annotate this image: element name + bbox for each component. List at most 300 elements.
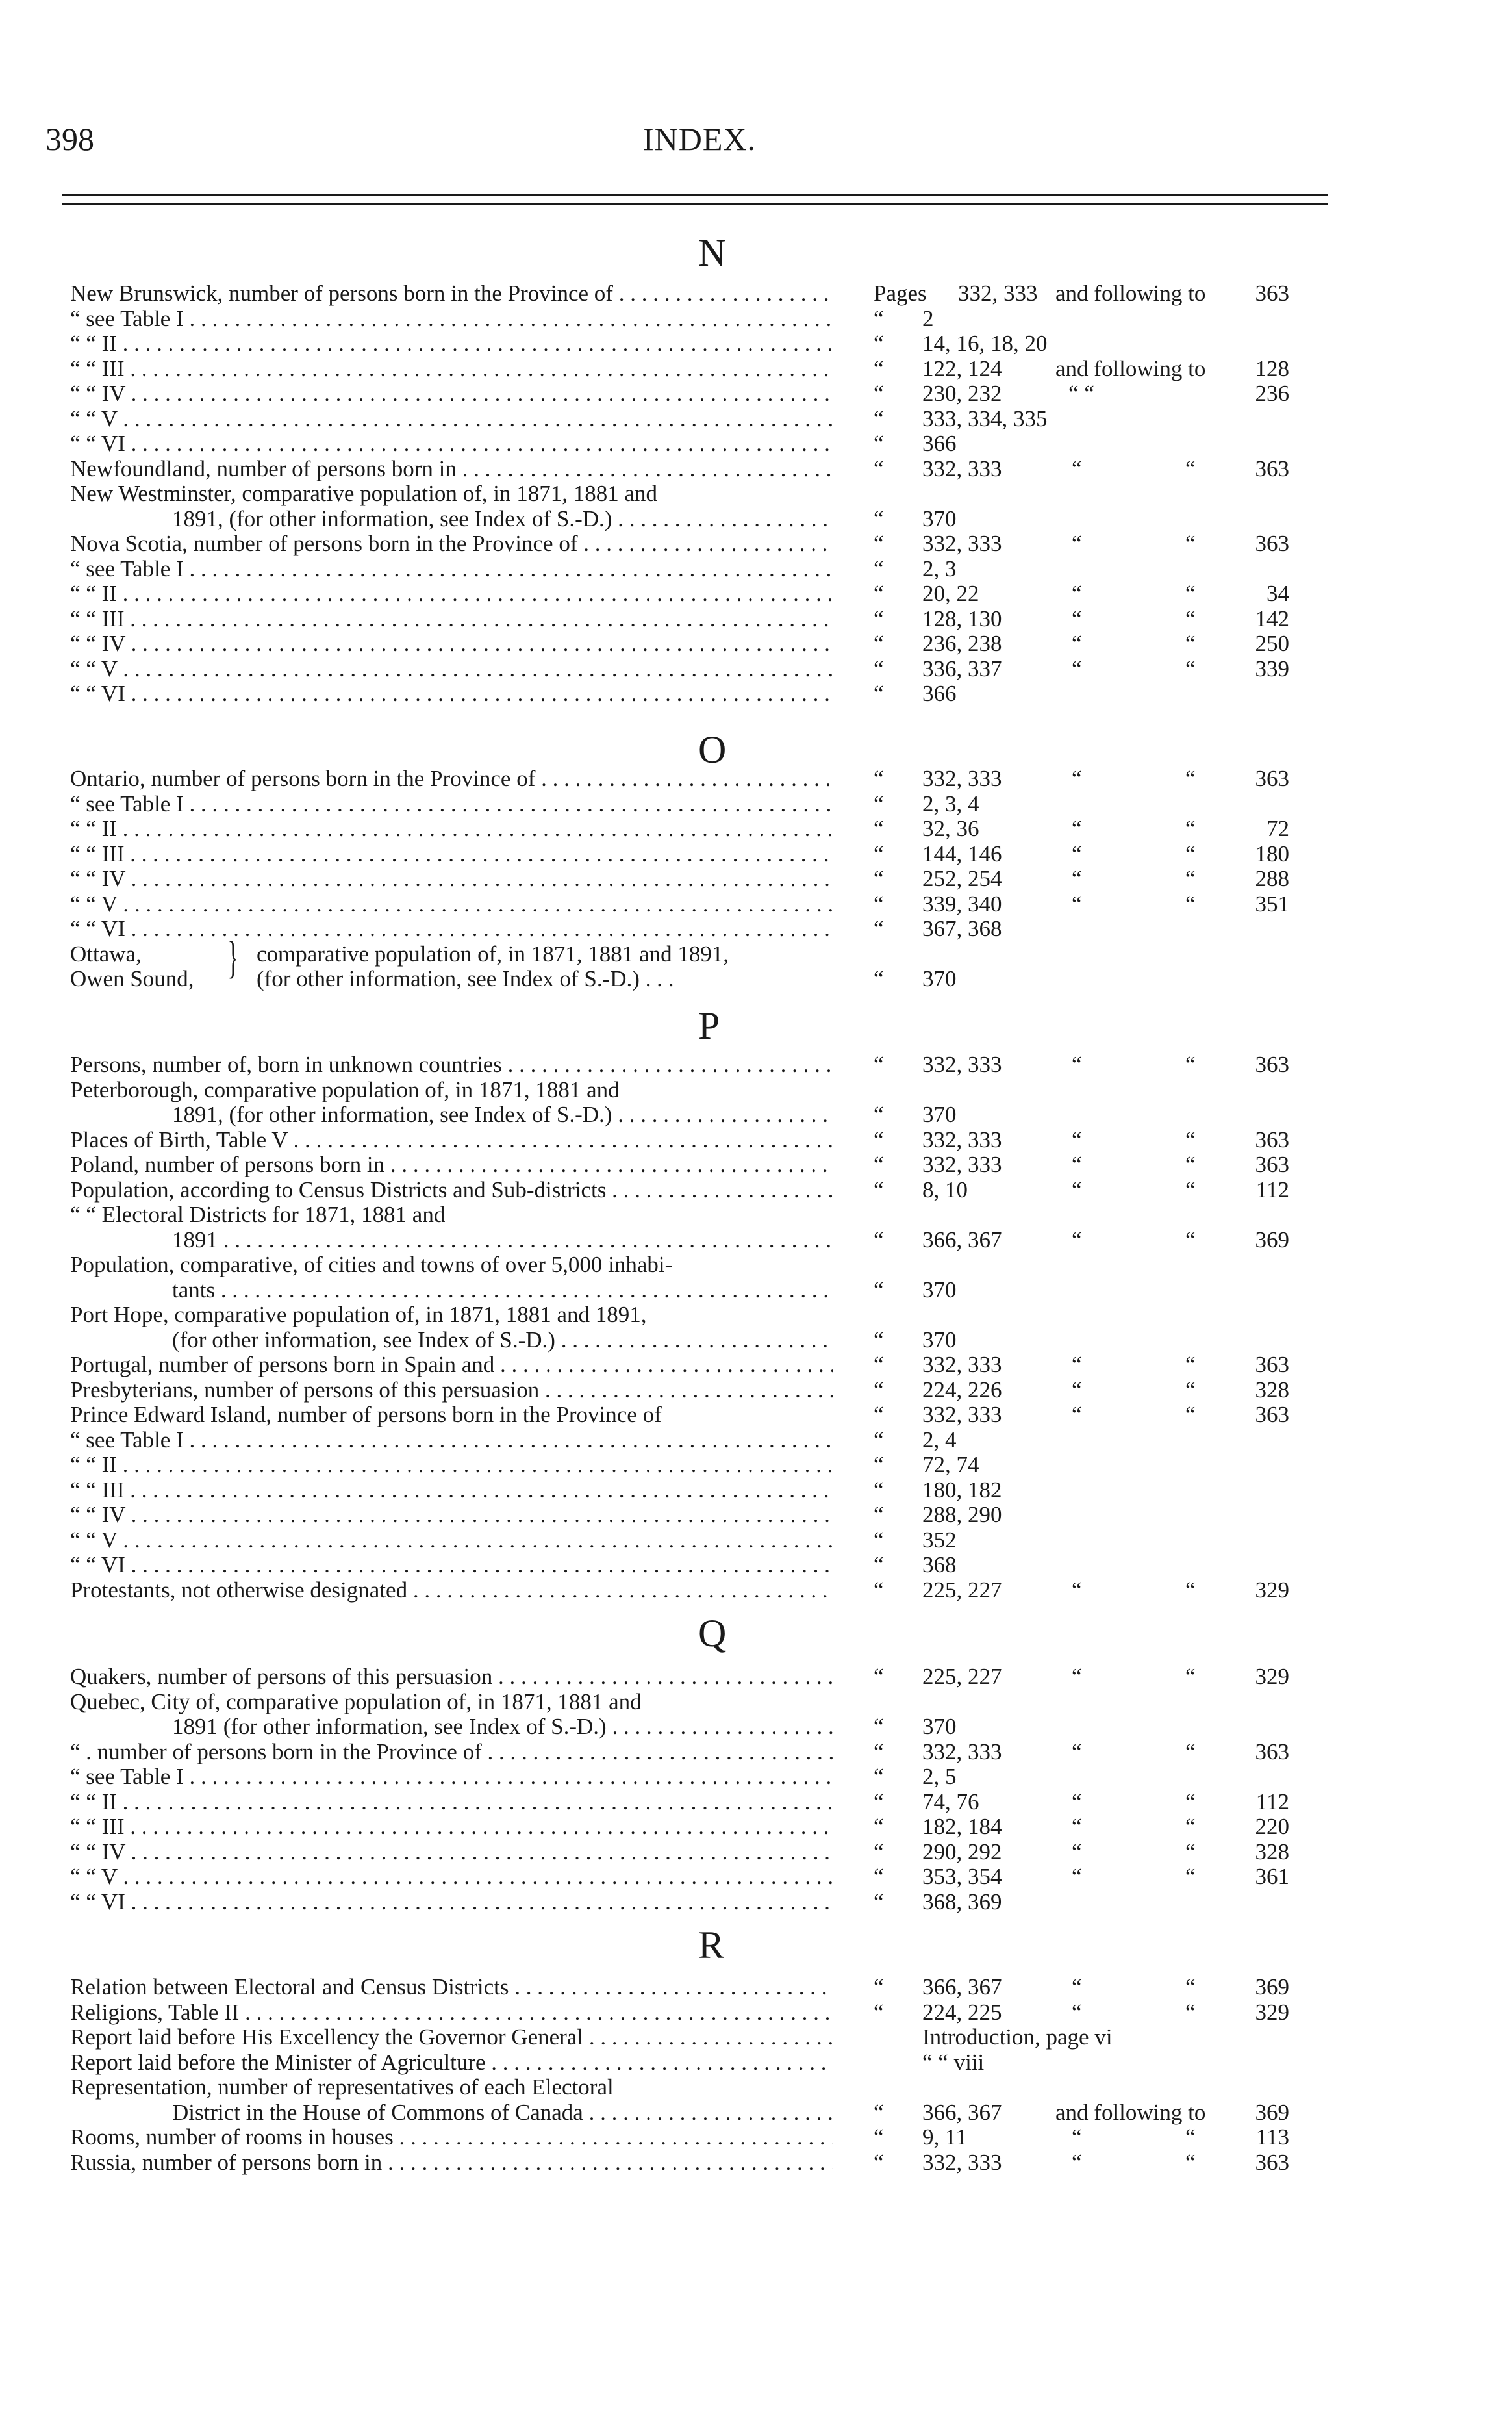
index-entry	[0, 1203, 1512, 1227]
index-entry	[0, 1353, 1512, 1377]
page-range-text: “	[1072, 1577, 1082, 1603]
index-entry	[0, 607, 1512, 631]
ditto-mark: “	[874, 1052, 884, 1077]
entry-label: Portugal, number of persons born in Spain and . . .	[70, 1353, 833, 1377]
page-range-text: “	[1072, 2000, 1082, 2025]
index-entry	[0, 1840, 1512, 1864]
entry-label: “ “ IV . . .	[70, 381, 833, 406]
ditto-mark: “	[874, 1764, 884, 1789]
index-entry	[0, 2150, 1512, 2175]
page-range-text: “	[1072, 891, 1082, 917]
index-entry	[0, 1714, 1512, 1739]
entry-label: “ “ III . . .	[70, 357, 833, 381]
end-page-number: 328	[1255, 1839, 1289, 1864]
page-numbers: 353, 354	[922, 1864, 1002, 1889]
brace-symbol: }	[227, 933, 239, 983]
entry-label: “ see Table I . . .	[70, 792, 833, 817]
ditto-mark: “	[874, 1477, 884, 1503]
page-range-text: “	[1072, 1152, 1082, 1177]
ditto-mark: “	[874, 1502, 884, 1527]
end-page-number: 369	[1255, 1227, 1289, 1253]
end-page-number: 113	[1255, 2124, 1289, 2150]
page-numbers: 332, 333	[922, 1052, 1002, 1077]
end-page-number: 361	[1255, 1864, 1289, 1889]
index-entry	[0, 2125, 1512, 2150]
entry-label: “ “ IV . . .	[70, 1840, 833, 1864]
entry-label-continued: comparative population of, in 1871, 1881 and 1891,	[257, 942, 729, 967]
page-numbers: 32, 36	[922, 816, 979, 841]
index-entry	[0, 2075, 1512, 2100]
page-numbers: Introduction, page vi	[922, 2024, 1113, 2050]
index-entry	[0, 1528, 1512, 1553]
page-numbers: 352	[922, 1527, 957, 1553]
index-entry	[0, 1764, 1512, 1789]
page-numbers: 180, 182	[922, 1477, 1002, 1503]
ditto-mark: “	[874, 406, 884, 431]
page-range-text: “	[1072, 1739, 1082, 1764]
index-entry	[0, 892, 1512, 917]
end-page-number: 351	[1255, 891, 1289, 917]
entry-label: “ “ VI . . .	[70, 431, 833, 456]
index-entry	[0, 431, 1512, 456]
entry-label: Ontario, number of persons born in the Province of . . .	[70, 767, 833, 791]
entry-label: “ “ III . . .	[70, 842, 833, 867]
entry-label: Quebec, City of, comparative population of, in 1871, 1881 and	[70, 1690, 642, 1714]
index-entry	[0, 1690, 1512, 1714]
entry-label: Religions, Table II . . .	[70, 2000, 833, 2025]
index-entry	[0, 1740, 1512, 1764]
entry-label: “ “ III . . .	[70, 607, 833, 631]
page-range-text: “	[1072, 1052, 1082, 1077]
ditto-mark: “	[874, 916, 884, 941]
entry-label: “ “ VI . . .	[70, 1890, 833, 1915]
entry-label: Port Hope, comparative population of, in 1871, 1881 and 1891,	[70, 1303, 647, 1327]
ditto-mark: “	[874, 631, 884, 656]
index-entry	[0, 1278, 1512, 1303]
end-page-number: 329	[1255, 1577, 1289, 1603]
entry-label: Peterborough, comparative population of, in 1871, 1881 and	[70, 1078, 620, 1102]
index-entry	[0, 1975, 1512, 2000]
index-entry	[0, 1553, 1512, 1577]
ditto-mark: “	[1185, 456, 1196, 481]
index-entry	[0, 2100, 1512, 2125]
ditto-mark: “	[874, 431, 884, 456]
entry-label: Representation, number of representatives of each Electoral	[70, 2075, 614, 2100]
ditto-mark: “	[874, 2124, 884, 2150]
entry-label: “ “ II . . .	[70, 1790, 833, 1814]
ditto-mark: “	[1185, 631, 1196, 656]
index-entry	[0, 581, 1512, 606]
page-range-text: “ “	[1068, 381, 1094, 406]
end-page-number: 34	[1266, 581, 1289, 606]
entry-label: “ “ V . . .	[70, 1528, 833, 1553]
page-numbers: 2, 3, 4	[922, 791, 979, 817]
index-entry	[0, 1128, 1512, 1152]
page-range-text: “	[1072, 1789, 1082, 1814]
ditto-mark: “	[874, 791, 884, 817]
page-numbers: 370	[922, 1277, 957, 1303]
entry-label: Report laid before His Excellency the Governor General . . .	[70, 2025, 833, 2050]
section-letter: Q	[698, 1612, 727, 1655]
entry-label: Population, comparative, of cities and towns of over 5,000 inhabi-	[70, 1253, 673, 1277]
index-entry	[0, 1253, 1512, 1277]
entry-label: Quakers, number of persons of this persuasion . . .	[70, 1664, 833, 1689]
ditto-mark: “	[874, 2150, 884, 2175]
entry-label: Rooms, number of rooms in houses . . .	[70, 2125, 833, 2150]
end-page-number: 128	[1255, 356, 1289, 381]
page-numbers: 366	[922, 431, 957, 456]
ditto-mark: “	[874, 656, 884, 681]
ditto-mark: “	[874, 581, 884, 606]
end-page-number: 363	[1255, 1052, 1289, 1077]
end-page-number: 250	[1255, 631, 1289, 656]
ditto-mark: “	[874, 331, 884, 356]
page-numbers: 332, 333	[958, 281, 1038, 306]
index-entry	[0, 792, 1512, 817]
page-numbers: 9, 11	[922, 2124, 967, 2150]
entry-label: Relation between Electoral and Census Districts . . .	[70, 1975, 833, 2000]
end-page-number: 72	[1266, 816, 1289, 841]
page-range-text: “	[1072, 581, 1082, 606]
page-numbers: 2, 4	[922, 1427, 957, 1453]
end-page-number: 112	[1255, 1177, 1289, 1203]
entry-label: “ “ II . . .	[70, 331, 833, 356]
ditto-mark: “	[874, 1739, 884, 1764]
page-numbers: 332, 333	[922, 1152, 1002, 1177]
page-range-text: “	[1072, 1402, 1082, 1427]
ditto-mark: “	[1185, 866, 1196, 891]
entry-label: Population, according to Census Districts and Sub-districts . . .	[70, 1178, 833, 1203]
page-numbers: 332, 333	[922, 766, 1002, 791]
index-entry	[0, 767, 1512, 791]
page-numbers: 367, 368	[922, 916, 1002, 941]
page-numbers: 225, 227	[922, 1577, 1002, 1603]
ditto-mark: “	[874, 1327, 884, 1353]
ditto-mark: “	[1185, 1177, 1196, 1203]
entry-label: Places of Birth, Table V . . .	[70, 1128, 833, 1152]
entry-label: tants . . .	[172, 1278, 835, 1303]
ditto-mark: “	[874, 766, 884, 791]
ditto-mark: “	[874, 2100, 884, 2125]
ditto-mark: “	[874, 1552, 884, 1577]
entry-label: 1891 . . .	[172, 1228, 835, 1253]
page-numbers: 366	[922, 681, 957, 706]
index-entry	[0, 407, 1512, 431]
ditto-mark: “	[874, 1377, 884, 1403]
entry-label: New Brunswick, number of persons born in the Province of . . .	[70, 281, 833, 306]
ditto-mark: “	[1185, 1227, 1196, 1253]
entry-label: “ “ VI . . .	[70, 917, 833, 941]
page-range-text: “	[1072, 766, 1082, 791]
ditto-mark: “	[1185, 1789, 1196, 1814]
ditto-mark: “	[874, 381, 884, 406]
index-entry	[0, 2025, 1512, 2050]
ditto-mark: “	[1185, 1402, 1196, 1427]
section-letter: N	[698, 231, 727, 274]
entry-label: “ “ VI . . .	[70, 681, 833, 706]
entry-label: Report laid before the Minister of Agriculture . . .	[70, 2050, 833, 2075]
entry-label: Protestants, not otherwise designated . . .	[70, 1578, 833, 1603]
page-numbers: 368, 369	[922, 1889, 1002, 1915]
page-numbers: 182, 184	[922, 1814, 1002, 1839]
index-entry	[0, 1664, 1512, 1689]
ditto-mark: “	[1185, 2150, 1196, 2175]
ditto-mark: “	[874, 1152, 884, 1177]
header-rule-thin	[62, 203, 1328, 205]
page-numbers: 230, 232	[922, 381, 1002, 406]
index-entry	[0, 531, 1512, 556]
page-range-text: “	[1072, 606, 1082, 631]
ditto-mark: “	[1185, 766, 1196, 791]
ditto-mark: “	[1185, 1577, 1196, 1603]
page-numbers: 224, 225	[922, 2000, 1002, 2025]
ditto-mark: “	[874, 1177, 884, 1203]
index-entry	[0, 307, 1512, 331]
ditto-mark: “	[874, 1814, 884, 1839]
index-entry	[0, 1478, 1512, 1503]
ditto-mark: “	[874, 1974, 884, 2000]
ditto-mark: “	[874, 1402, 884, 1427]
entry-label: “ “ V . . .	[70, 657, 833, 681]
page-numbers: 20, 22	[922, 581, 979, 606]
ditto-mark: “	[1185, 1739, 1196, 1764]
page-numbers: 368	[922, 1552, 957, 1577]
page-numbers: 332, 333	[922, 1352, 1002, 1377]
end-page-number: 363	[1255, 1402, 1289, 1427]
entry-label: “ “ II . . .	[70, 1453, 833, 1477]
ditto-mark: “	[874, 1714, 884, 1739]
page-range-text: “	[1072, 1227, 1082, 1253]
ditto-mark: “	[874, 1789, 884, 1814]
index-entry	[0, 331, 1512, 356]
end-page-number: 363	[1255, 2150, 1289, 2175]
index-entry	[0, 1864, 1512, 1889]
page-range-text: “	[1072, 816, 1082, 841]
entry-label: “ “ Electoral Districts for 1871, 1881 and	[70, 1203, 446, 1227]
page-numbers: 2, 5	[922, 1764, 957, 1789]
index-entry	[0, 1078, 1512, 1102]
index-entry	[0, 557, 1512, 581]
ditto-mark: “	[1185, 1152, 1196, 1177]
entry-label: “ “ IV . . .	[70, 631, 833, 656]
index-entry	[0, 681, 1512, 706]
page-numbers: 224, 226	[922, 1377, 1002, 1403]
page-numbers: 370	[922, 1327, 957, 1353]
entry-label: 1891, (for other information, see Index of S.-D.) . . .	[172, 1102, 835, 1127]
entry-label: Poland, number of persons born in . . .	[70, 1152, 833, 1177]
page-numbers: 332, 333	[922, 2150, 1002, 2175]
index-entry	[0, 2000, 1512, 2025]
index-entry	[0, 1152, 1512, 1177]
ditto-mark: “	[1185, 1377, 1196, 1403]
index-entry	[0, 357, 1512, 381]
index-entry	[0, 1403, 1512, 1427]
ditto-mark: “	[874, 2000, 884, 2025]
end-page-number: 329	[1255, 2000, 1289, 2025]
entry-label: “ “ V . . .	[70, 407, 833, 431]
ditto-mark: “	[874, 606, 884, 631]
page-numbers: 339, 340	[922, 891, 1002, 917]
ditto-mark: “	[874, 1839, 884, 1864]
page-numbers: 72, 74	[922, 1452, 979, 1477]
ditto-mark: “	[874, 966, 884, 991]
page-numbers: 332, 333	[922, 1402, 1002, 1427]
ditto-mark: “	[874, 1102, 884, 1127]
index-entry	[0, 1890, 1512, 1915]
index-entry	[0, 1428, 1512, 1453]
end-page-number: 369	[1255, 1974, 1289, 2000]
page-range-text: “	[1072, 456, 1082, 481]
end-page-number: 142	[1255, 606, 1289, 631]
index-entry	[0, 457, 1512, 481]
end-page-number: 180	[1255, 841, 1289, 867]
page-range-text: “	[1072, 1127, 1082, 1152]
ditto-mark: “	[1185, 606, 1196, 631]
index-entry	[0, 1328, 1512, 1353]
index-entry	[0, 1790, 1512, 1814]
ditto-mark: “	[1185, 1814, 1196, 1839]
page-numbers: 333, 334, 335	[922, 406, 1048, 431]
page-range-text: “	[1072, 531, 1082, 556]
entry-label: Russia, number of persons born in . . .	[70, 2150, 833, 2175]
end-page-number: 363	[1255, 1739, 1289, 1764]
page-range-text: “	[1072, 1664, 1082, 1689]
ditto-mark: “	[874, 1452, 884, 1477]
entry-label: (for other information, see Index of S.-D.) . . .	[172, 1328, 835, 1353]
ditto-mark: “	[1185, 841, 1196, 867]
ditto-mark: “	[874, 866, 884, 891]
section-letter: R	[698, 1924, 725, 1966]
end-page-number: 363	[1255, 531, 1289, 556]
ditto-mark: “	[874, 1277, 884, 1303]
ditto-mark: “	[874, 1127, 884, 1152]
index-entry	[0, 1503, 1512, 1527]
entry-label: “ “ IV . . .	[70, 1503, 833, 1527]
ditto-mark: “	[1185, 1052, 1196, 1077]
index-entry	[0, 507, 1512, 531]
ditto-mark: “	[1185, 581, 1196, 606]
index-entry	[0, 942, 1512, 967]
page-range-text: “	[1072, 1814, 1082, 1839]
end-page-number: 220	[1255, 1814, 1289, 1839]
end-page-number: 363	[1255, 1127, 1289, 1152]
page-numbers: 14, 16, 18, 20	[922, 331, 1048, 356]
entry-label: “ “ III . . .	[70, 1478, 833, 1503]
index-entry	[0, 481, 1512, 506]
index-entry	[0, 657, 1512, 681]
page-numbers: 288, 290	[922, 1502, 1002, 1527]
entry-label: 1891 (for other information, see Index of S.-D.) . . .	[172, 1714, 835, 1739]
ditto-mark: “	[1185, 1352, 1196, 1377]
entry-label: “ “ II . . .	[70, 817, 833, 841]
section-letter: P	[698, 1004, 720, 1047]
index-entry	[0, 2050, 1512, 2075]
end-page-number: 363	[1255, 281, 1289, 306]
ditto-mark: “	[874, 1577, 884, 1603]
index-entry	[0, 867, 1512, 891]
page-numbers: 370	[922, 1714, 957, 1739]
entry-label: Newfoundland, number of persons born in . . .	[70, 457, 833, 481]
end-page-number: 339	[1255, 656, 1289, 681]
page-title: INDEX.	[643, 121, 757, 157]
entry-label: “ see Table I . . .	[70, 1764, 833, 1789]
index-entry	[0, 842, 1512, 867]
index-entry	[0, 1814, 1512, 1839]
ditto-mark: “	[874, 1864, 884, 1889]
entry-label: “ “ V . . .	[70, 892, 833, 917]
page-range-text: “	[1072, 1352, 1082, 1377]
page-range-text: “	[1072, 631, 1082, 656]
ditto-mark: “	[1185, 1839, 1196, 1864]
entry-label: District in the House of Commons of Canada . . .	[172, 2100, 835, 2125]
ditto-mark: “	[874, 356, 884, 381]
page-range-text: “	[1072, 1974, 1082, 2000]
end-page-number: 369	[1255, 2100, 1289, 2125]
entry-label: “ . number of persons born in the Province of . . .	[70, 1740, 833, 1764]
page-numbers: 252, 254	[922, 866, 1002, 891]
ditto-mark: “	[1185, 656, 1196, 681]
entry-label: “ “ V . . .	[70, 1864, 833, 1889]
page-numbers: 332, 333	[922, 1739, 1002, 1764]
page-numbers: 332, 333	[922, 456, 1002, 481]
page-range-text: “	[1072, 866, 1082, 891]
ditto-mark: “	[874, 1352, 884, 1377]
entry-label: Ottawa,	[70, 942, 142, 967]
entry-label: Owen Sound,	[70, 967, 194, 991]
page-numbers: 144, 146	[922, 841, 1002, 867]
entry-label: Prince Edward Island, number of persons born in the Province of	[70, 1403, 662, 1427]
ditto-mark: “	[1185, 1974, 1196, 2000]
header-rule	[62, 194, 1328, 196]
entry-label: Persons, number of, born in unknown countries . . .	[70, 1052, 833, 1077]
ditto-mark: “	[874, 891, 884, 917]
end-page-number: 329	[1255, 1664, 1289, 1689]
page-numbers: 290, 292	[922, 1839, 1002, 1864]
index-entry	[0, 967, 1512, 991]
end-page-number: 363	[1255, 1352, 1289, 1377]
page-numbers: 336, 337	[922, 656, 1002, 681]
entry-label: Presbyterians, number of persons of this persuasion . . .	[70, 1378, 833, 1403]
end-page-number: 363	[1255, 766, 1289, 791]
ditto-mark: “	[1185, 2000, 1196, 2025]
entry-label: “ “ III . . .	[70, 1814, 833, 1839]
page-numbers: “ “ viii	[922, 2050, 985, 2075]
page-numbers: 8, 10	[922, 1177, 968, 1203]
page-numbers: 370	[922, 506, 957, 531]
index-entry	[0, 1178, 1512, 1203]
ditto-mark: Pages	[874, 281, 927, 306]
index-entry	[0, 1578, 1512, 1603]
index-entry	[0, 817, 1512, 841]
ditto-mark: “	[874, 531, 884, 556]
page-range-text: “	[1072, 1377, 1082, 1403]
page-numbers: 2, 3	[922, 556, 957, 581]
ditto-mark: “	[1185, 1127, 1196, 1152]
page-range-text: and following to	[1055, 356, 1206, 381]
index-entry	[0, 381, 1512, 406]
ditto-mark: “	[874, 306, 884, 331]
page-range-text: “	[1072, 2124, 1082, 2150]
index-entry	[0, 1052, 1512, 1077]
index-entry	[0, 281, 1512, 306]
ditto-mark: “	[874, 816, 884, 841]
ditto-mark: “	[874, 1227, 884, 1253]
entry-label-continued: (for other information, see Index of S.-D.) . . .	[257, 967, 674, 991]
index-entry	[0, 1228, 1512, 1253]
ditto-mark: “	[1185, 1864, 1196, 1889]
page-numbers: 370	[922, 1102, 957, 1127]
ditto-mark: “	[874, 1427, 884, 1453]
